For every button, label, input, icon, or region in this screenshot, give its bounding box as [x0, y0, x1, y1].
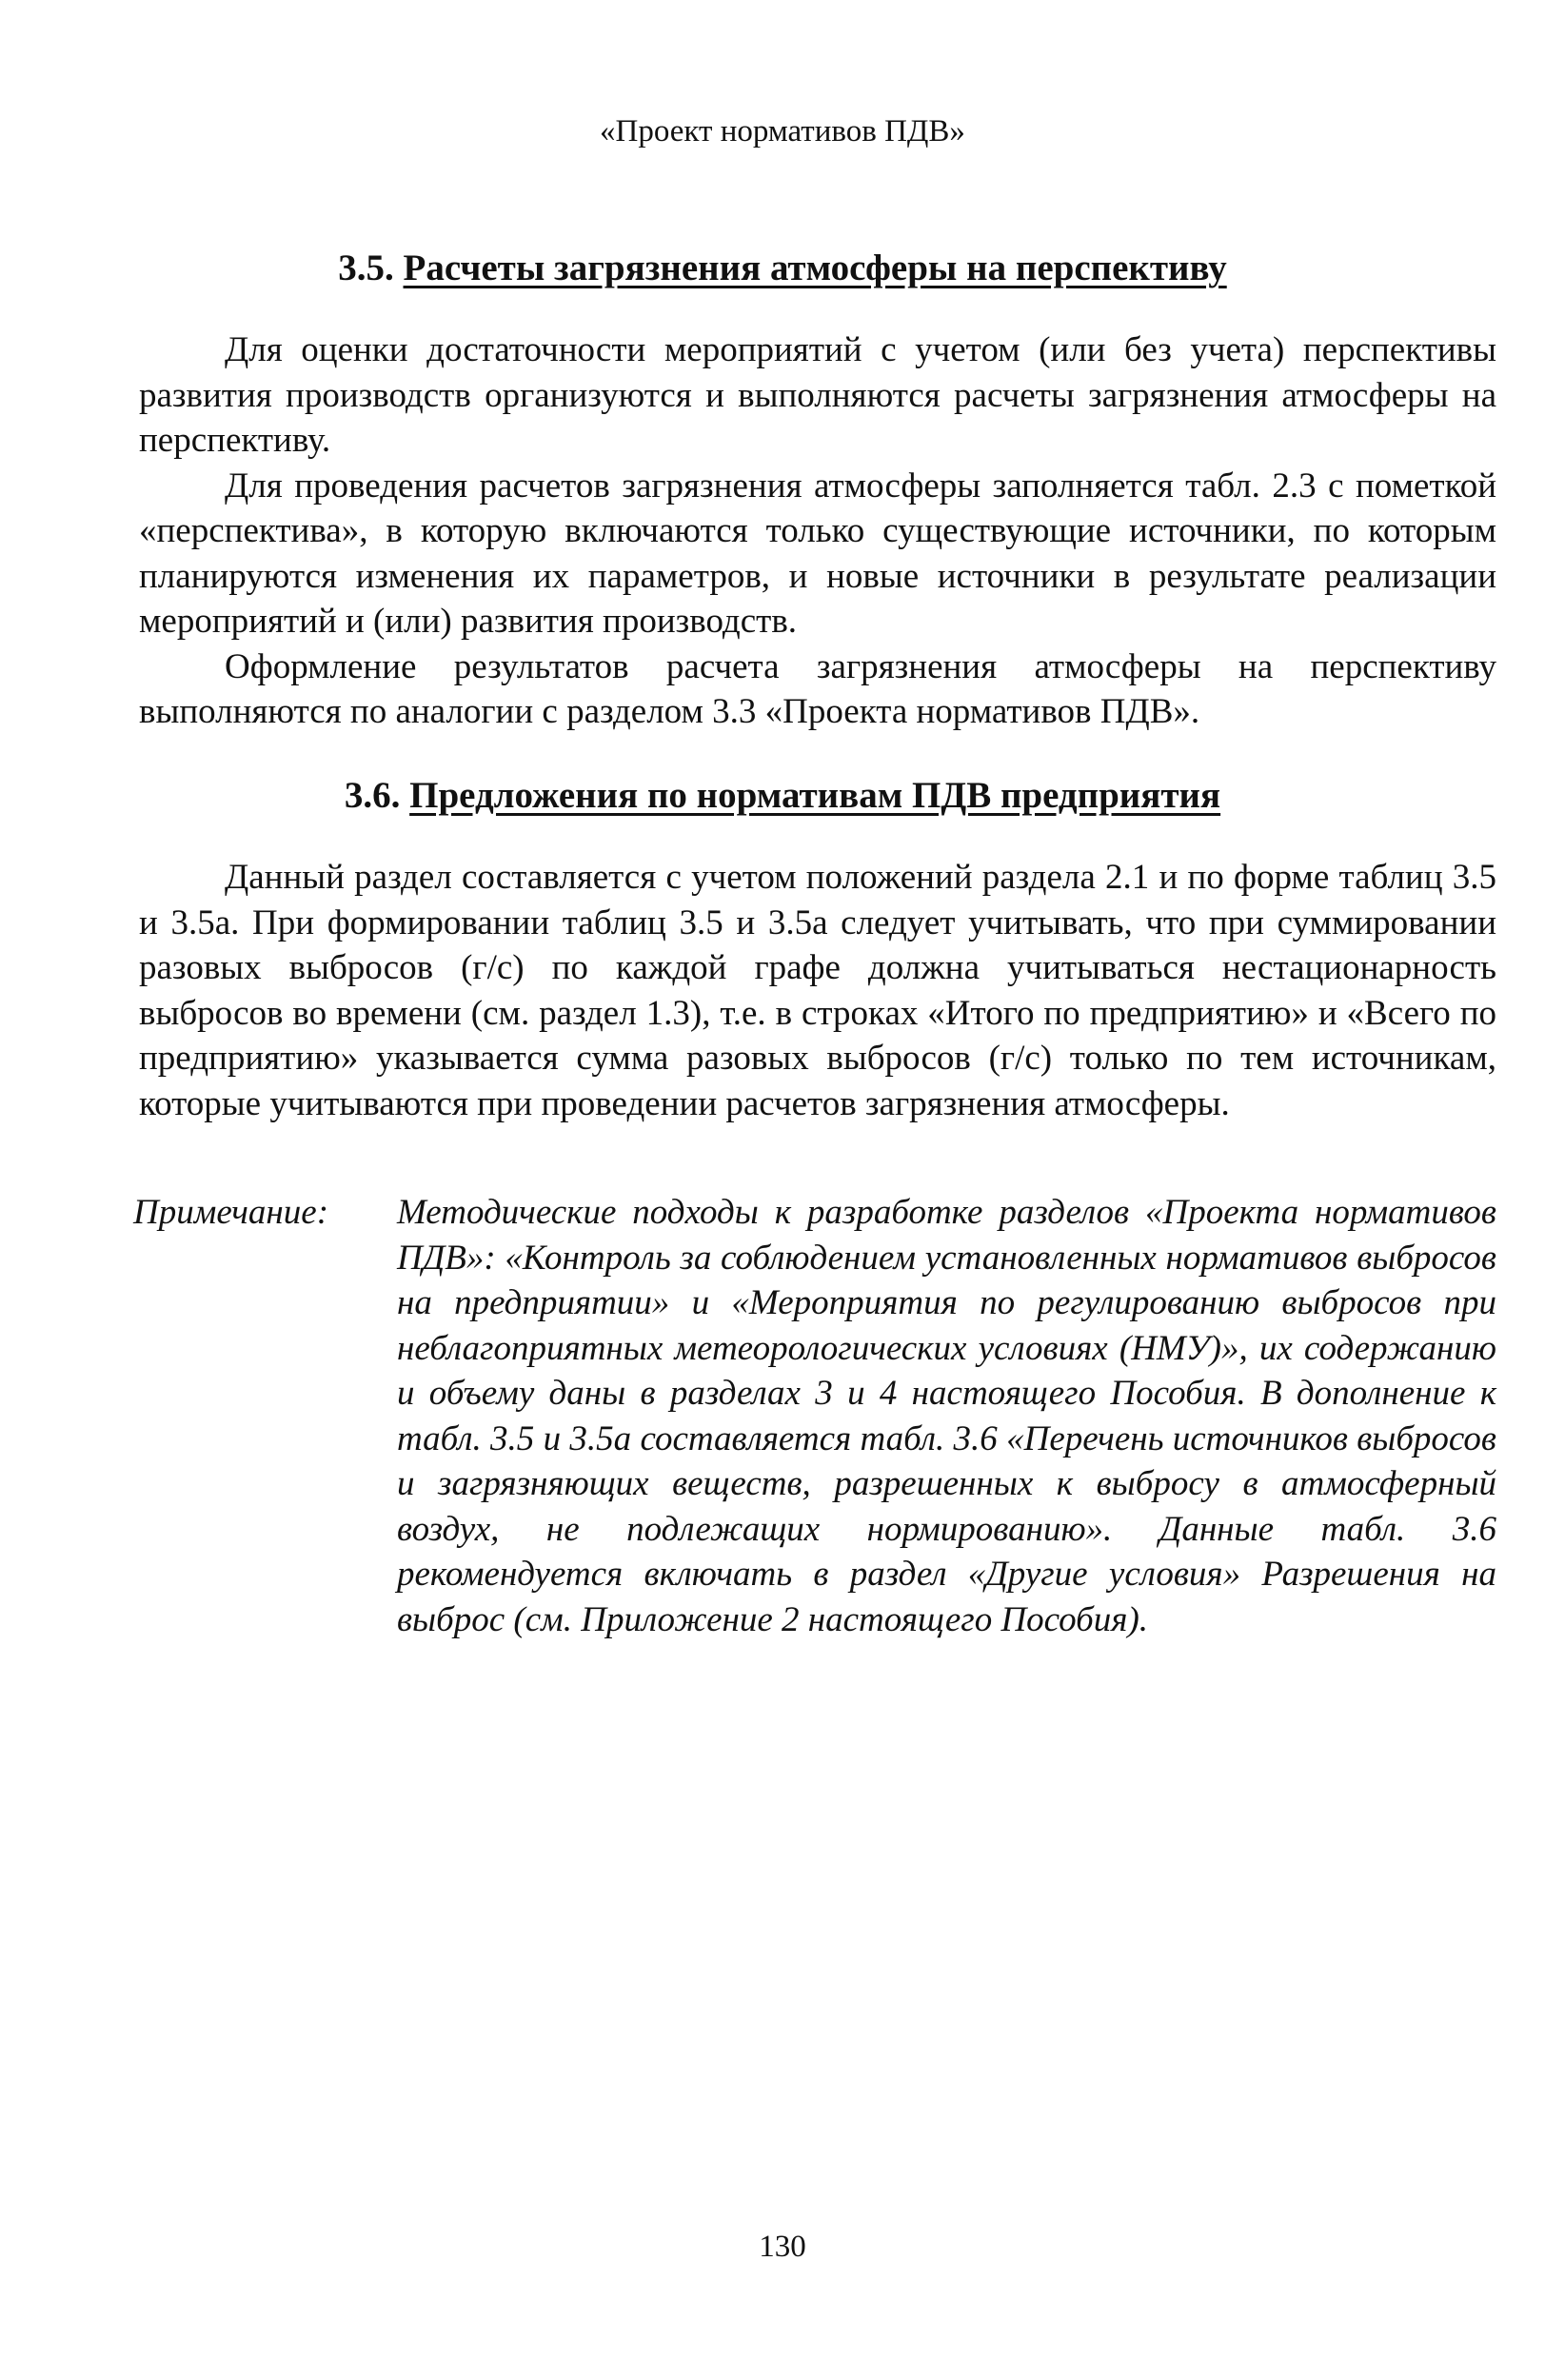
note-label: Примечание:: [133, 1193, 329, 1232]
section-body-3-5: [139, 327, 1496, 735]
section-heading-3-5: [0, 246, 1565, 291]
paragraph: Для оценки достаточности мероприятий с учетом (или без учета) перспективы развития производств организуются и выполняются расчеты загрязнения атмосферы на перспективу.: [139, 330, 1496, 460]
paragraph: Оформление результатов расчета загрязнения атмосферы на перспективу выполняются по аналогии с разделом 3.3 «Проекта нормативов ПДВ».: [139, 646, 1496, 731]
page-number: 130: [759, 2230, 806, 2264]
note-block: [133, 1190, 1496, 1642]
note-text: Методические подходы к разработке разделов «Проекта нормативов ПДВ»: «Контроль за соблюдением установленных нормативов выбросов на предприятии» и «Мероприятия по регулированию выбросов при неблагоприятных метеорологических условиях (НМУ)», их содержанию и объему даны в разделах 3 и 4 настоящего Пособия. В дополнение к табл. 3.5 и 3.5а составляется табл. 3.6 «Перечень источников выбросов и загрязняющих веществ, разрешенных к выбросу в атмосферный воздух, не подлежащих нормированию». Данные табл. 3.6 рекомендуется включать в раздел «Другие условия» Разрешения на выброс (см. Приложение 2 настоящего Пособия).: [397, 1193, 1496, 1639]
section-number: 3.6.: [344, 775, 401, 816]
section-title-text: Расчеты загрязнения атмосферы на перспективу: [403, 248, 1227, 288]
section-heading-3-6: [0, 773, 1565, 819]
section-number: 3.5.: [338, 248, 394, 288]
paragraph: Данный раздел составляется с учетом положений раздела 2.1 и по форме таблиц 3.5 и 3.5а. При формировании таблиц 3.5 и 3.5а следует учитывать, что при суммировании разовых выбросов (г/с) по каждой графе должна учитываться нестационарность выбросов во времени (см. раздел 1.3), т.е. в строках «Итого по предприятию» и «Всего по предприятию» указывается сумма разовых выбросов (г/с) только по тем источникам, которые учитываются при проведении расчетов загрязнения атмосферы.: [139, 858, 1496, 1123]
paragraph: Для проведения расчетов загрязнения атмосферы заполняется табл. 2.3 с пометкой «перспектива», в которую включаются только существующие источники, по которым планируются изменения их параметров, и новые источники в результате реализации мероприятий и (или) развития производств.: [139, 466, 1496, 641]
section-body-3-6: [139, 855, 1496, 1126]
running-header: «Проект нормативов ПДВ»: [600, 114, 965, 149]
section-title-text: Предложения по нормативам ПДВ предприятия: [409, 775, 1221, 816]
